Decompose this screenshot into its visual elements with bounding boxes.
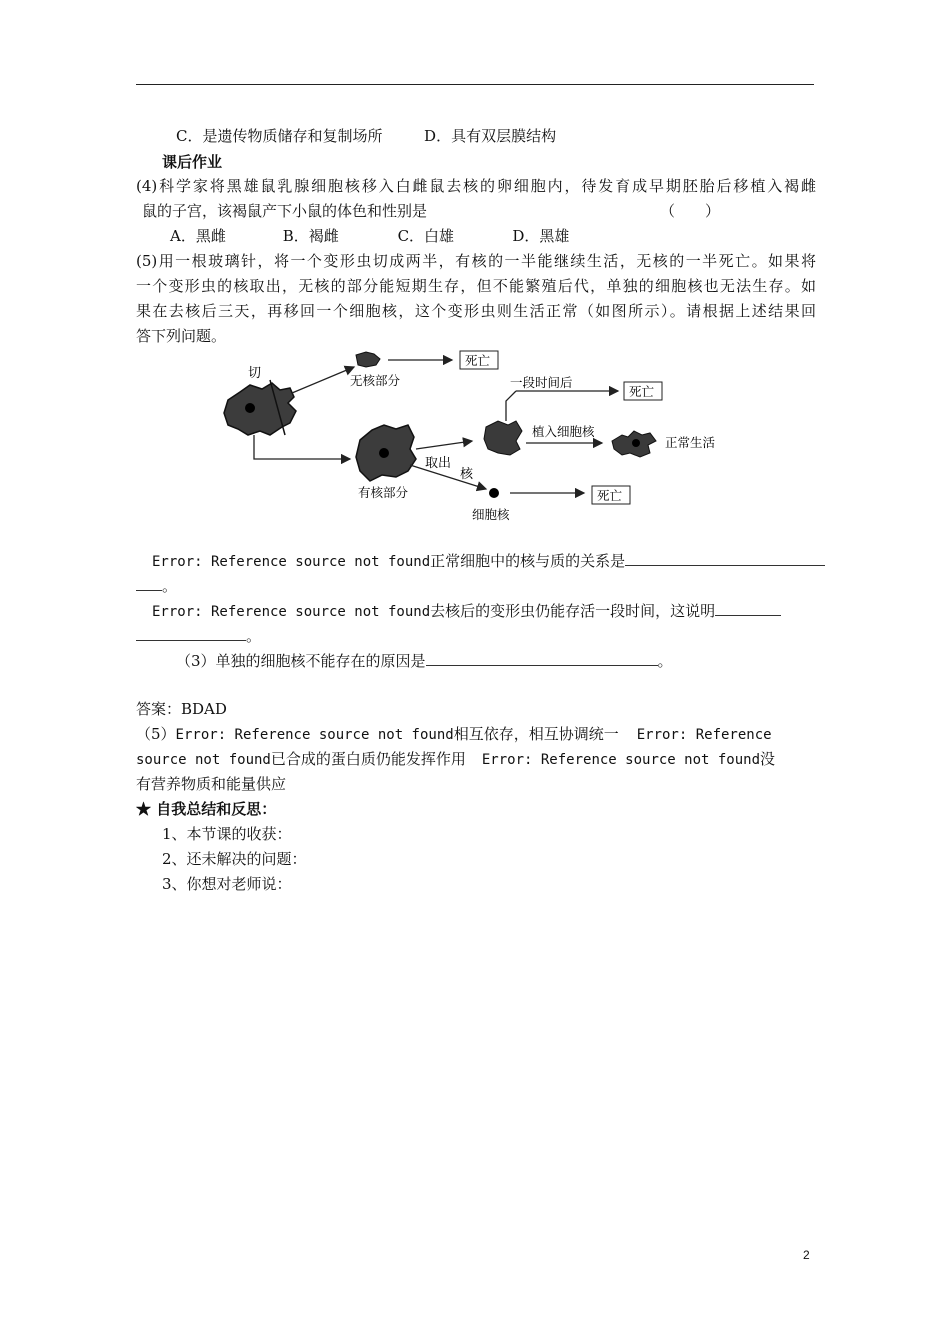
label-with-nucleus-part: 有核部分 [358, 485, 409, 500]
sub-question-2 [152, 598, 816, 625]
q4-line1: (4)科学家将黑雄鼠乳腺细胞核移入白雌鼠去核的卵细胞内，待发育成早期胚胎后移植入褐雌 [136, 177, 816, 195]
label-after-time: 一段时间后 [510, 375, 573, 390]
label-cut: 切 [248, 366, 262, 381]
reflection-heading: ★ 自我总结和反思： [136, 800, 277, 818]
option-d: D．具有双层膜结构 [424, 127, 557, 145]
sub-question-2-cont: 。 [136, 623, 816, 649]
option-c: C．是遗传物质储存和复制场所 [176, 127, 383, 145]
homework-heading: 课后作业 [162, 153, 223, 171]
answer-blank-2b[interactable] [136, 623, 246, 641]
sub-question-2-text: 去核后的变形虫仍能存活一段时间，这说明 [430, 602, 716, 620]
sub-question-3-text: （3）单独的细胞核不能存在的原因是 [176, 652, 426, 670]
page-number: 2 [803, 1248, 810, 1262]
label-normal-life: 正常生活 [665, 435, 716, 450]
q5-line2: 一个变形虫的核取出，无核的部分能短期生存，但不能繁殖后代，单独的细胞核也无法生存。如 [136, 277, 816, 295]
reflection-item-3: 3、你想对老师说： [162, 875, 292, 893]
label-implant-nucleus: 植入细胞核 [532, 424, 595, 439]
sub-question-1-cont: 。 [136, 573, 816, 599]
label-cell-nucleus: 细胞核 [472, 507, 510, 522]
sub-question-1-error: Error: Reference source not found [152, 554, 431, 570]
reflection-item-1: 1、本节课的收获： [162, 825, 292, 843]
q5-line3: 果在去核后三天，再移回一个细胞核，这个变形虫则生活正常（如图所示）。请根据上述结果回 [136, 302, 816, 320]
q4-option-a: A．黑雌 [170, 227, 226, 245]
q4-option-b: B．褐雌 [282, 227, 339, 245]
answer-line1: （5）Error: Reference source not found相互依存，相互协调统一 Error: Reference [136, 725, 772, 743]
label-no-nucleus-part: 无核部分 [350, 373, 401, 388]
amoeba-original [224, 383, 296, 435]
answer-label: 答案：BDAD [136, 700, 227, 718]
sub-question-1 [152, 548, 816, 575]
answer-line2: source not found已合成的蛋白质仍能发挥作用 Error: Reference source not found没 [136, 750, 776, 768]
q4-line2 [142, 199, 812, 224]
q5-line4: 答下列问题。 [136, 327, 227, 345]
q5-line1: (5)用一根玻璃针，将一个变形虫切成两半，有核的一半能继续生活，无核的一半死亡。如果将 [136, 252, 816, 270]
sub-question-1-text: 正常细胞中的核与质的关系是 [430, 552, 626, 570]
isolated-nucleus [489, 488, 499, 498]
q4-answer-paren: （ ） [660, 202, 721, 220]
sub-question-2-error: Error: Reference source not found [152, 604, 431, 620]
answer-blank-1b[interactable] [136, 573, 162, 591]
label-take-out: 取出 [425, 456, 452, 471]
previous-options [176, 124, 776, 149]
header-rule [136, 84, 814, 85]
answer-blank-3[interactable] [426, 648, 658, 666]
death-box-3: 死亡 [597, 488, 623, 503]
q4-option-d: D．黑雄 [512, 227, 570, 245]
answer-line3: 有营养物质和能量供应 [136, 775, 287, 793]
q4-line2-text: 鼠的子宫，该褐鼠产下小鼠的体色和性别是 [142, 202, 428, 220]
answer-blank-1a[interactable] [625, 548, 825, 566]
amoeba-enucleated [484, 421, 522, 455]
amoeba-experiment-diagram [210, 345, 750, 530]
reflection-item-2: 2、还未解决的问题： [162, 850, 307, 868]
label-nucleus-char: 核 [460, 467, 474, 482]
amoeba-no-nucleus [356, 352, 380, 367]
sub-question-3: （3）单独的细胞核不能存在的原因是 。 [176, 648, 796, 674]
q4-options [170, 224, 850, 249]
death-box-1: 死亡 [465, 353, 491, 368]
death-box-2: 死亡 [629, 384, 655, 399]
q4-option-c: C．白雄 [397, 227, 455, 245]
answer-blank-2a[interactable] [715, 598, 781, 616]
